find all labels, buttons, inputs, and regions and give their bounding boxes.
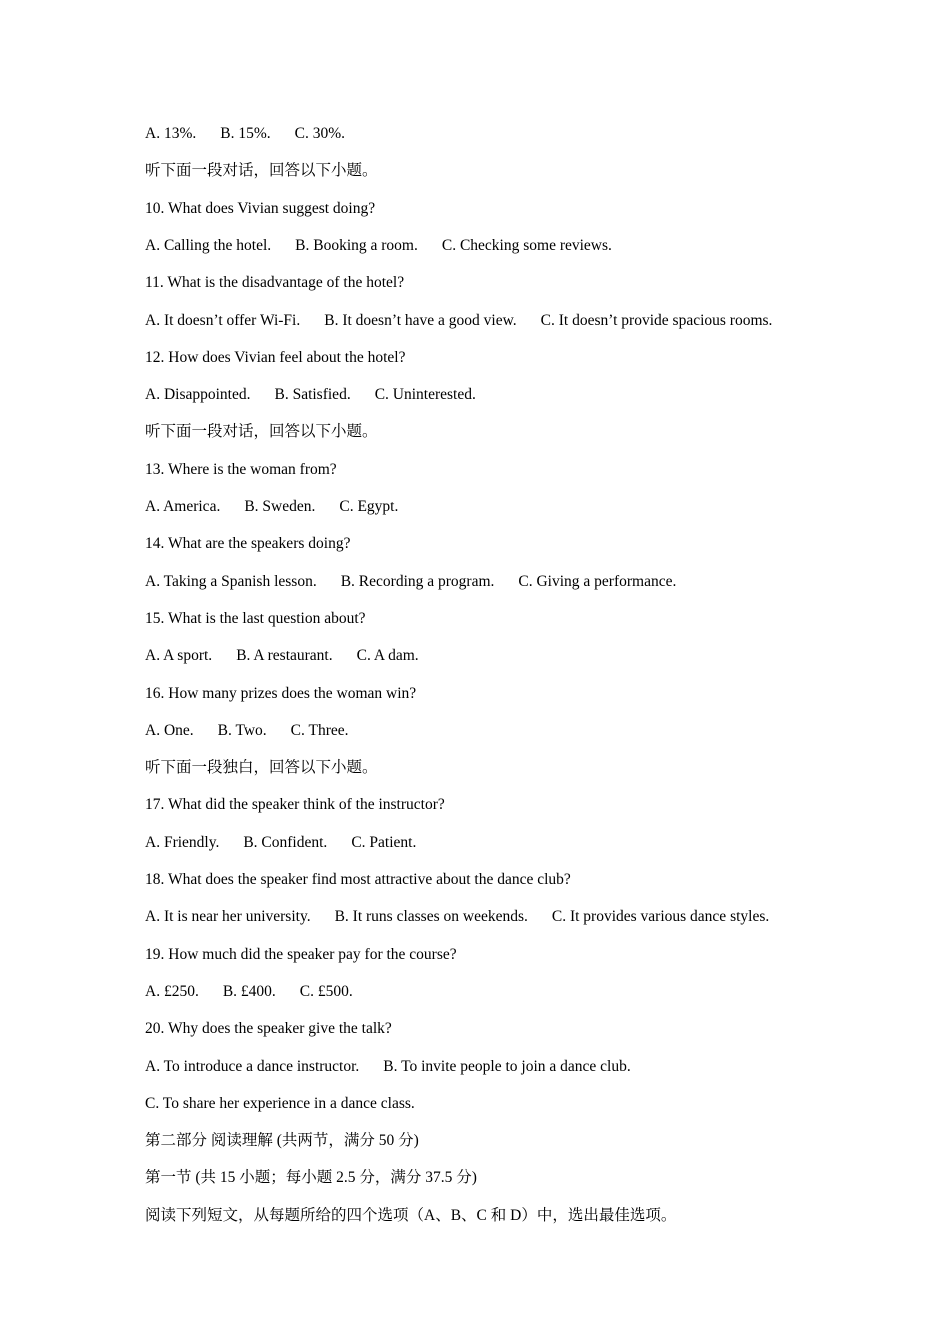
answer-option: A. Friendly. [145,833,220,851]
section-heading: 第一节 (共 15 小题；每小题 2.5 分，满分 37.5 分) [145,1169,477,1187]
answer-option: C. £500. [299,982,353,1000]
question-text: 11. What is the disadvantage of the hotel? [145,274,405,292]
question-text: 10. What does Vivian suggest doing? [145,199,376,217]
answer-options-row [145,721,349,741]
reading-instruction: 阅读下列短文，从每题所给的四个选项（A、B、C 和 D）中，选出最佳选项。 [145,1206,677,1224]
question-text: 20. Why does the speaker give the talk? [145,1020,392,1038]
answer-option: A. 13%. [145,125,197,142]
question-text: 14. What are the speakers doing? [145,535,351,553]
question-text: 15. What is the last question about? [145,609,366,627]
answer-options-row [145,236,612,256]
answer-option: C. It doesn’t provide spacious rooms. [540,311,773,329]
answer-option: B. It runs classes on weekends. [334,908,528,926]
answer-option: A. One. [145,721,194,739]
answer-option: C. To share her experience in a dance class. [145,1094,415,1112]
question-text: 13. Where is the woman from? [145,460,337,478]
answer-option: B. Sweden. [244,498,316,515]
answer-option: A. £250. [145,982,199,1000]
question-text: 19. How much did the speaker pay for the course? [145,945,457,963]
answer-options-row [145,1057,631,1077]
answer-option: A. It doesn’t offer Wi-Fi. [145,311,301,329]
answer-option: A. America. [145,498,221,515]
answer-option: B. A restaurant. [236,647,333,665]
answer-option: B. Satisfied. [274,386,351,404]
answer-option: C. 30%. [294,125,345,142]
answer-option: C. It provides various dance styles. [551,908,770,926]
answer-option: B. To invite people to join a dance club. [383,1057,631,1075]
answer-option: A. To introduce a dance instructor. [145,1057,360,1075]
answer-option: B. Confident. [243,833,328,851]
answer-option: C. Three. [290,721,349,739]
answer-option: B. Recording a program. [340,572,495,590]
answer-option: A. Taking a Spanish lesson. [145,572,317,590]
answer-option: C. Checking some reviews. [441,236,612,254]
answer-options-row [145,385,476,405]
answer-option: B. Booking a room. [295,236,418,254]
answer-option: C. Patient. [351,833,417,851]
answer-option: B. £400. [222,982,276,1000]
answer-option: A. A sport. [145,647,213,665]
answer-options-row [145,907,769,927]
question-text: 18. What does the speaker find most attractive about the dance club? [145,871,571,888]
answer-option: C. Giving a performance. [518,572,677,590]
answer-option: A. It is near her university. [145,908,311,926]
question-text: 16. How many prizes does the woman win? [145,684,417,702]
answer-options-row [145,311,772,331]
answer-option: B. Two. [217,721,267,739]
answer-options-row [145,833,416,853]
answer-options-row [145,646,419,666]
answer-options-row [145,124,345,144]
answer-option: C. A dam. [356,647,419,665]
answer-options-row [145,572,676,592]
section-instruction: 听下面一段对话，回答以下小题。 [145,423,378,441]
answer-option: B. It doesn’t have a good view. [324,311,517,329]
answer-option: B. 15%. [220,125,271,142]
section-instruction: 听下面一段对话，回答以下小题。 [145,162,378,180]
answer-option: A. Calling the hotel. [145,236,272,254]
question-text: 17. What did the speaker think of the instructor? [145,796,445,814]
section-instruction: 听下面一段独白，回答以下小题。 [145,759,378,777]
answer-options-row [145,982,353,1002]
section-heading: 第二部分 阅读理解 (共两节，满分 50 分) [145,1132,419,1150]
question-text: 12. How does Vivian feel about the hotel? [145,348,406,366]
answer-option: C. Egypt. [339,498,399,515]
answer-option: C. Uninterested. [374,386,476,404]
answer-option: A. Disappointed. [145,386,251,404]
answer-options-row [145,497,398,517]
